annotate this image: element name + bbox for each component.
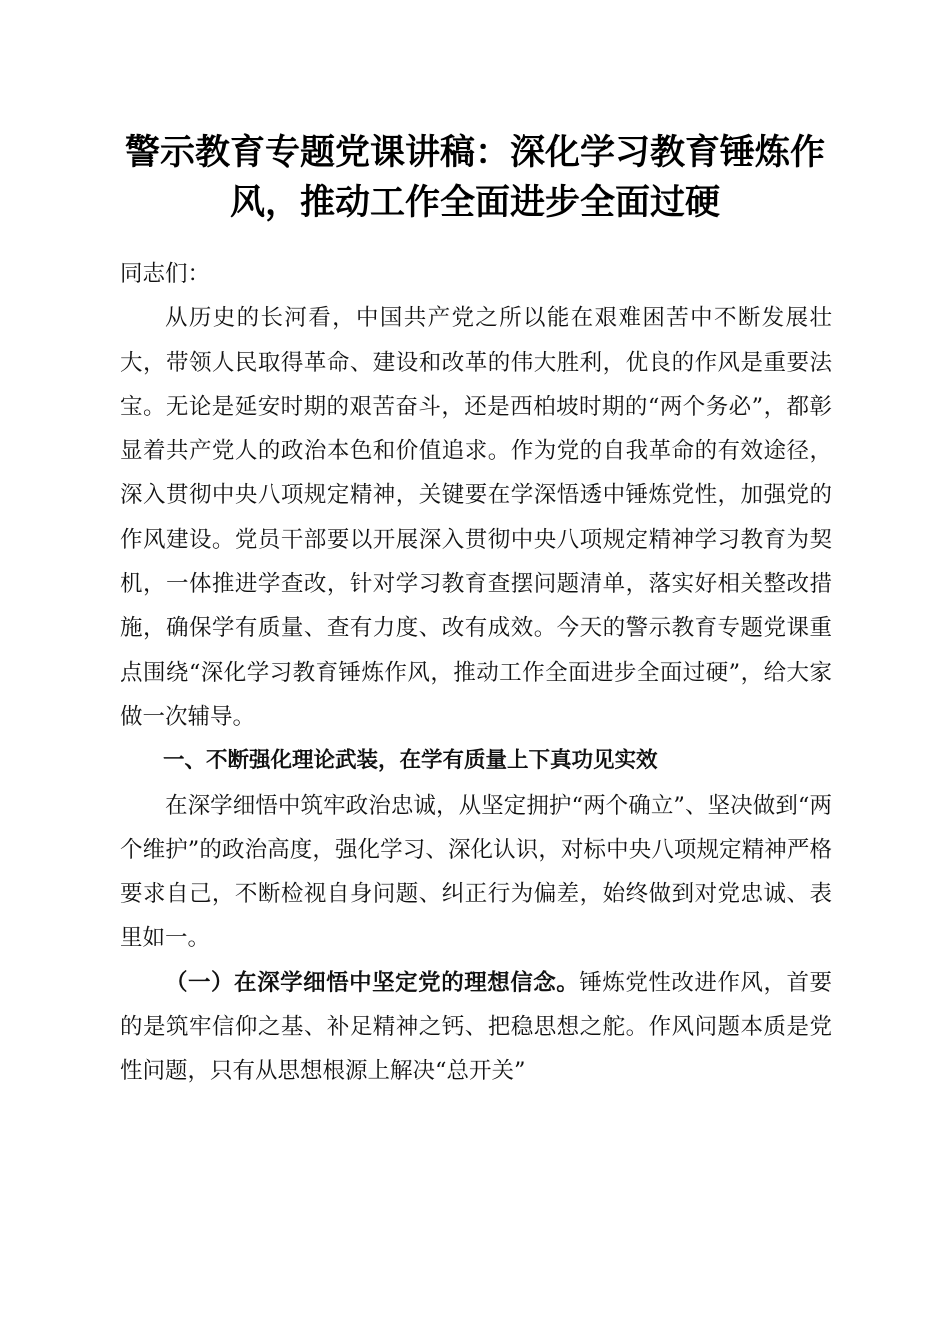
salutation: 同志们： — [120, 261, 211, 287]
subsection-text-1: 锤炼党性改进作风，首要的是筑牢信仰之基、补足精神之钙、把稳思想之舵。作风问题本质是党性问题，只有从思想根源上解决“总开关” — [120, 969, 832, 1085]
paragraph-intro: 从历史的长河看，中国共产党之所以能在艰难困苦中不断发展壮大，带领人民取得革命、建设和改革的伟大胜利，优良的作风是重要法宝。无论是延安时期的艰苦奋斗，还是西柏坡时期的“两个务必”，都彰显着共产党人的政治本色和价值追求。作为党的自我革命的有效途径，深入贯彻中央八项规定精神，关键要在学深悟透中锤炼党性，加强党的作风建设。党员干部要以开展深入贯彻中央八项规定精神学习教育为契机，一体推进学查改，针对学习教育查摆问题清单，落实好相关整改措施，确保学有质量、查有力度、改有成效。今天的警示教育专题党课重点围绕“深化学习教育锤炼作风，推动工作全面进步全面过硬”，给大家做一次辅导。 — [120, 305, 832, 730]
subsection-heading-1: （一）在深学细悟中坚定党的理想信念。 — [165, 969, 580, 996]
paragraph-section-1: 在深学细悟中筑牢政治忠诚，从坚定拥护“两个确立”、坚决做到“两个维护”的政治高度，强化学习、深化认识，对标中央八项规定精神严格要求自己，不断检视自身问题、纠正行为偏差，始终做到对党忠诚、表里如一。 — [120, 792, 832, 952]
document-body — [120, 252, 832, 1094]
section-heading-1: 一、不断强化理论武装，在学有质量上下真功见实效 — [163, 748, 658, 774]
paragraph-subsection-1 — [120, 961, 832, 1094]
document-title: 警示教育专题党课讲稿：深化学习教育锤炼作风，推动工作全面进步全面过硬 — [124, 132, 825, 223]
